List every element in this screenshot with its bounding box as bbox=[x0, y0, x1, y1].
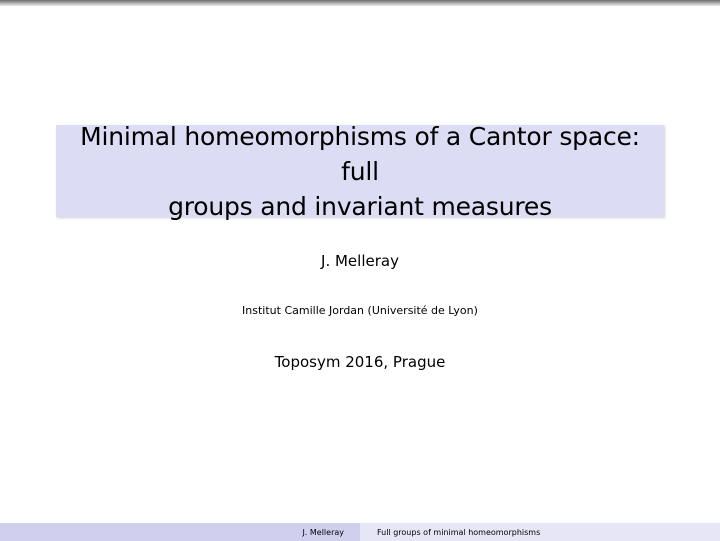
institute-name: Institut Camille Jordan (Université de Lyon) bbox=[242, 304, 478, 317]
conference-date: Toposym 2016, Prague bbox=[274, 353, 446, 371]
slide-title-line-2: groups and invariant measures bbox=[168, 191, 552, 221]
slide-title-line-1: Minimal homeomorphisms of a Cantor space: full bbox=[80, 121, 640, 186]
top-shadow-bar bbox=[0, 0, 720, 6]
author-name: J. Melleray bbox=[321, 252, 399, 270]
footer-author: J. Melleray bbox=[0, 523, 360, 541]
title-box bbox=[56, 121, 664, 221]
footer-bar bbox=[0, 523, 720, 541]
slide-title bbox=[65, 119, 655, 224]
footer-short-title: Full groups of minimal homeomorphisms bbox=[360, 523, 720, 541]
